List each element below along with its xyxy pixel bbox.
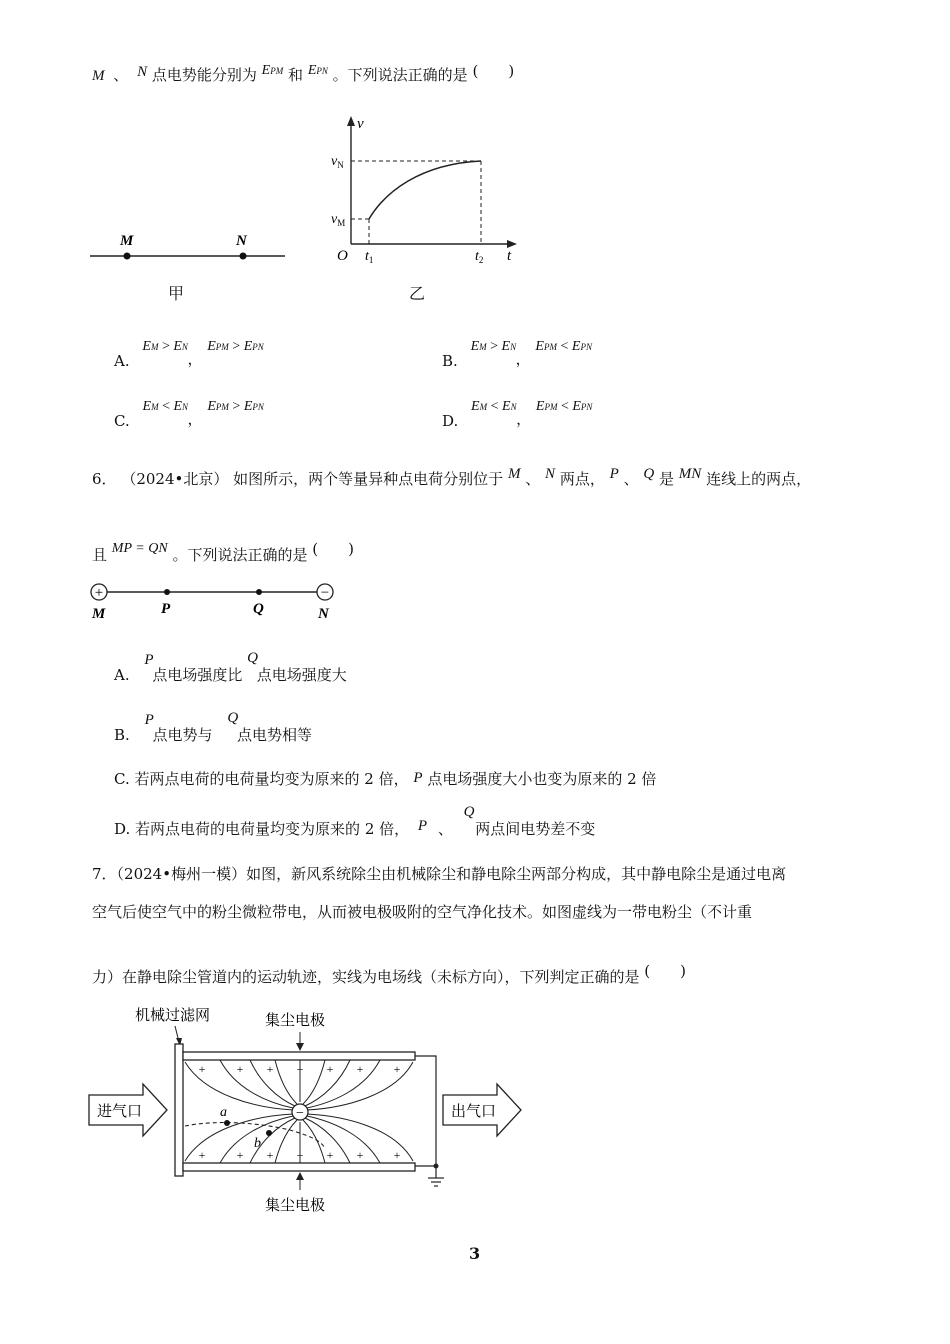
stem-text: 。下列说法正确的是 xyxy=(172,546,308,564)
stem-text: 空气后使空气中的粉尘微粒带电，从而被电极吸附的空气净化技术。如图虚线为一带电粉尘（不计重 xyxy=(92,903,753,921)
option-math-2: EPM > EPN xyxy=(207,339,264,354)
math-E-PM: EPM xyxy=(261,63,284,78)
label-b: b xyxy=(254,1136,261,1151)
page-number: 3 xyxy=(469,1244,481,1263)
point-Q xyxy=(256,589,262,595)
label-Q: Q xyxy=(253,601,264,617)
label-t2: $t_2$ xyxy=(475,249,484,265)
stem-he: 和 xyxy=(288,66,304,84)
option-math: EM < EN xyxy=(142,399,189,414)
plus-sign: + xyxy=(236,1062,244,1076)
option-math: EM < EN xyxy=(471,399,517,414)
question-number: 7． xyxy=(92,865,117,883)
option-text: 点电势相等 xyxy=(236,726,312,744)
var-P: P xyxy=(144,652,154,668)
option-text: 点电场强度大 xyxy=(256,666,347,684)
stem-text: 如图，新风系统除尘由机械除尘和静电除尘两部分构成，其中静电除尘是通过电离 xyxy=(246,865,787,883)
plus-sign: + xyxy=(296,1148,304,1162)
caption-yi: 乙 xyxy=(409,284,426,303)
minus-sign: − xyxy=(320,585,330,601)
plus-sign: + xyxy=(356,1062,364,1076)
var-Q: Q xyxy=(463,804,475,820)
option-text: 两点间电势差不变 xyxy=(475,820,596,838)
answer-paren: ( ) xyxy=(472,62,515,80)
option-math-2: EPM < EPN xyxy=(535,399,593,414)
q6-option-C[interactable] xyxy=(114,768,656,789)
plus-sign: + xyxy=(236,1148,244,1162)
option-letter: A. xyxy=(114,666,130,684)
var-M: M xyxy=(507,466,521,482)
point-b xyxy=(266,1130,272,1136)
plus-sign: + xyxy=(198,1148,206,1162)
q5-figure-yi xyxy=(325,112,525,272)
q7-stem-line1 xyxy=(92,863,786,884)
label-M: M xyxy=(92,606,106,622)
q6-option-B[interactable] xyxy=(114,708,312,744)
answer-paren: ( ) xyxy=(644,962,687,980)
option-text: 点电势与 xyxy=(152,726,213,744)
option-comma: ， xyxy=(515,350,531,368)
axis-label-t: t xyxy=(507,248,512,264)
q5-option-B[interactable] xyxy=(442,334,592,370)
label-vM: $v_M$ xyxy=(331,212,346,228)
v-t-curve xyxy=(369,161,481,219)
outlet-label: 出气口 xyxy=(451,1104,497,1120)
var-MN: MN xyxy=(678,466,702,482)
math-E-PN: EPN xyxy=(307,63,328,78)
plus-sign: + xyxy=(356,1148,364,1162)
inlet-label: 进气口 xyxy=(97,1104,143,1120)
stem-text: 且 xyxy=(92,546,108,564)
var-P: P xyxy=(413,770,423,786)
q6-option-A[interactable] xyxy=(114,648,347,684)
q5-option-D[interactable] xyxy=(442,394,593,430)
option-comma: ， xyxy=(187,410,203,428)
option-letter: D. xyxy=(442,412,459,430)
option-text: 若两点电荷的电荷量均变为原来的 2 倍， xyxy=(134,770,409,788)
label-a: a xyxy=(220,1105,227,1120)
label-vN: $v_N$ xyxy=(331,154,344,170)
point-a xyxy=(224,1120,230,1126)
label-M: M xyxy=(120,233,134,249)
option-text: 、 xyxy=(437,820,453,838)
stem-text: 是 xyxy=(658,470,674,488)
top-electrode-label: 集尘电极 xyxy=(265,1013,326,1029)
option-letter: A. xyxy=(114,352,130,370)
question-number: 6． xyxy=(92,470,117,488)
q6-stem-line2 xyxy=(92,538,354,564)
plus-sign: + xyxy=(94,585,104,601)
separator: 、 xyxy=(525,470,541,488)
option-text: 若两点电荷的电荷量均变为原来的 2 倍， xyxy=(135,820,410,838)
ground-wire xyxy=(415,1056,436,1166)
point-P xyxy=(164,589,170,595)
answer-paren: ( ) xyxy=(312,540,354,558)
option-letter: C. xyxy=(114,770,130,788)
question-source: （2024•梅州一模） xyxy=(116,865,247,883)
q5-option-A[interactable] xyxy=(114,334,264,370)
v-axis-arrow xyxy=(347,116,355,126)
q6-option-D[interactable] xyxy=(114,802,596,838)
option-comma: ， xyxy=(516,410,532,428)
bottom-electrode xyxy=(183,1163,415,1171)
option-math-2: EPM < EPN xyxy=(535,339,592,354)
var-M: M xyxy=(92,68,105,84)
plus-sign: + xyxy=(198,1062,206,1076)
var-P: P xyxy=(144,712,154,728)
stem-text: 如图所示，两个等量异种点电荷分别位于 xyxy=(233,470,504,488)
stem-text: 点电势能分别为 xyxy=(151,66,257,84)
option-math: EM > EN xyxy=(142,339,188,354)
var-Q: Q xyxy=(227,710,239,726)
plus-sign: + xyxy=(326,1062,334,1076)
label-t1: $t_1$ xyxy=(365,249,374,265)
stem-text: 连线上的两点， xyxy=(706,470,812,488)
bottom-electrode-arrow xyxy=(296,1172,304,1180)
t-axis-arrow xyxy=(507,240,517,248)
var-Q: Q xyxy=(247,650,258,666)
var-Q: Q xyxy=(643,466,655,482)
stem-text: 力）在静电除尘管道内的运动轨迹，实线为电场线（未标方向），下列判定正确的是 xyxy=(92,968,640,986)
label-N: N xyxy=(318,606,329,622)
option-letter: C. xyxy=(114,412,130,430)
plus-sign: + xyxy=(266,1148,274,1162)
q5-figure-jia xyxy=(85,225,295,305)
point-M xyxy=(124,253,131,260)
top-electrode xyxy=(183,1052,415,1060)
filter-mesh xyxy=(175,1044,183,1176)
stem-text-2: 。下列说法正确的是 xyxy=(332,66,468,84)
q6-stem-line1 xyxy=(92,468,811,489)
label-P: P xyxy=(161,601,171,617)
point-N xyxy=(240,253,247,260)
axis-label-v: v xyxy=(357,116,364,132)
origin-label: O xyxy=(337,248,348,264)
option-math-2: EPM > EPN xyxy=(207,399,264,414)
separator: 、 xyxy=(113,66,129,84)
filter-label: 机械过滤网 xyxy=(135,1008,211,1024)
option-letter: B. xyxy=(114,726,130,744)
q5-stem xyxy=(92,64,514,85)
separator: 、 xyxy=(623,470,639,488)
var-N: N xyxy=(137,64,148,80)
plus-sign: + xyxy=(326,1148,334,1162)
q6-figure xyxy=(85,578,345,626)
option-math: EM > EN xyxy=(470,339,517,354)
var-P: P xyxy=(609,466,619,482)
q7-figure xyxy=(85,1000,535,1225)
plus-sign: + xyxy=(393,1062,401,1076)
plus-sign: + xyxy=(393,1148,401,1162)
caption-jia: 甲 xyxy=(168,284,185,303)
var-N: N xyxy=(545,466,556,482)
plus-sign: + xyxy=(296,1062,304,1076)
option-letter: B. xyxy=(442,352,458,370)
option-text: 点电场强度比 xyxy=(152,666,243,684)
var-P: P xyxy=(417,818,428,834)
option-text: 点电场强度大小也变为原来的 2 倍 xyxy=(427,770,657,788)
plus-sign: + xyxy=(266,1062,274,1076)
math-MP-QN: MP = QN xyxy=(111,541,168,556)
q5-option-C[interactable] xyxy=(114,394,264,430)
label-N: N xyxy=(236,233,247,249)
top-electrode-arrow xyxy=(296,1043,304,1051)
option-comma: ， xyxy=(187,350,203,368)
q7-stem-line2 xyxy=(92,901,752,922)
option-letter: D. xyxy=(114,820,131,838)
stem-text: 两点， xyxy=(559,470,605,488)
question-source: （2024•北京） xyxy=(121,470,229,488)
bottom-electrode-label: 集尘电极 xyxy=(265,1198,326,1214)
q7-stem-line3 xyxy=(92,960,687,986)
minus-sign: − xyxy=(296,1106,304,1121)
